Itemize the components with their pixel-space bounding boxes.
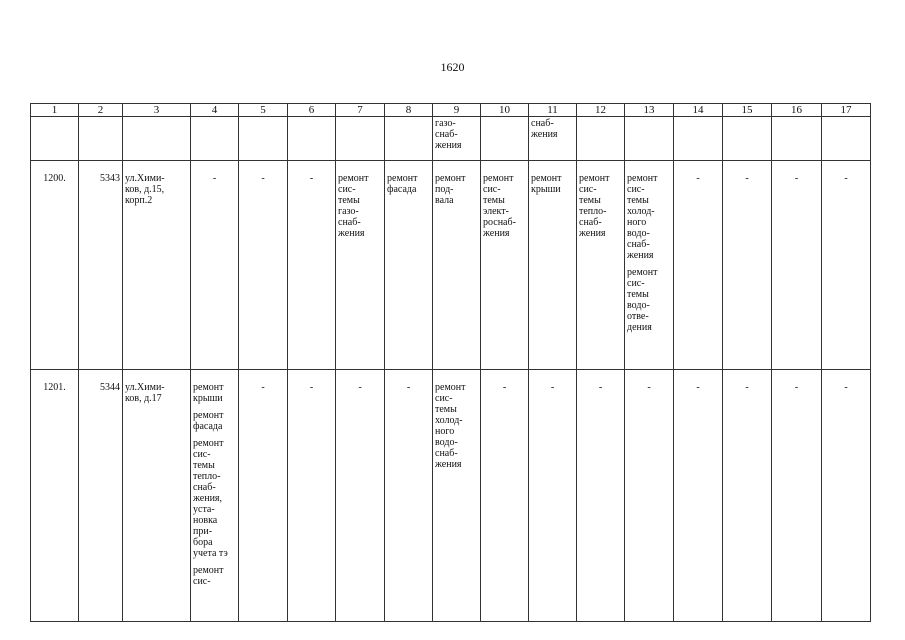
- table-cell: [433, 117, 481, 161]
- table-cell: [723, 161, 772, 370]
- column-number-12: 12: [577, 104, 625, 117]
- table-cell: [772, 161, 822, 370]
- table-cell: [288, 370, 336, 622]
- table-cell: [433, 161, 481, 370]
- cell-text: -: [261, 173, 265, 184]
- table-cell: [123, 161, 191, 370]
- cell-text: -: [550, 382, 555, 393]
- table-cell: [625, 161, 674, 370]
- column-number-10: 10: [481, 104, 529, 117]
- table-row: [31, 161, 871, 370]
- column-number-1: 1: [31, 104, 79, 117]
- cell-text: 5343: [100, 173, 120, 184]
- table-cell: [31, 161, 79, 370]
- table-cell: [481, 370, 529, 622]
- table-cell: [31, 370, 79, 622]
- cell-text: -: [647, 382, 651, 393]
- cell-text: -: [844, 382, 848, 393]
- table-cell: [79, 370, 123, 622]
- cell-text: ремонт сис- темы газо- снаб- жения: [338, 173, 369, 239]
- table-cell: [336, 161, 385, 370]
- cell-text: -: [844, 173, 848, 184]
- column-number-15: 15: [723, 104, 772, 117]
- table-cell: [123, 117, 191, 161]
- table-cell: [191, 370, 239, 622]
- table-cell: [481, 117, 529, 161]
- column-number-13: 13: [625, 104, 674, 117]
- table-cell: [31, 117, 79, 161]
- table-cell: [433, 370, 481, 622]
- cell-text: ремонт сис- темы элект- роснаб- жения: [483, 173, 516, 239]
- table-cell: [674, 117, 723, 161]
- table-cell: [723, 370, 772, 622]
- cell-text: 1200.: [43, 173, 66, 184]
- cell-text: ремонт сис- темы холод- ного водо- снаб- жения: [627, 173, 658, 261]
- cell-text: -: [309, 382, 314, 393]
- table-cell: [529, 370, 577, 622]
- column-number-5: 5: [239, 104, 288, 117]
- table-cell: [822, 161, 871, 370]
- table-cell: [723, 117, 772, 161]
- cell-text: -: [696, 173, 700, 184]
- cell-text: ремонт сис- темы тепло- снаб- жения: [579, 173, 610, 239]
- table-cell: [822, 370, 871, 622]
- cell-text: -: [406, 382, 411, 393]
- table-cell: [336, 117, 385, 161]
- table-cell: [239, 370, 288, 622]
- table-cell: [577, 161, 625, 370]
- cell-text: -: [745, 382, 749, 393]
- table-cell: [123, 370, 191, 622]
- cell-text: ремонт под- вала: [435, 173, 466, 206]
- table-row: [31, 370, 871, 622]
- table-cell: [481, 161, 529, 370]
- table-cell: [385, 370, 433, 622]
- table-cell: [625, 370, 674, 622]
- table-cell: [288, 161, 336, 370]
- column-number-9: 9: [433, 104, 481, 117]
- column-number-4: 4: [191, 104, 239, 117]
- cell-text: -: [794, 173, 799, 184]
- table-cell: [577, 370, 625, 622]
- cell-text: 1201.: [43, 382, 66, 393]
- table-cell: [79, 117, 123, 161]
- table-cell: [385, 161, 433, 370]
- cell-text: ремонт крыши: [193, 382, 224, 404]
- cell-text: -: [598, 382, 603, 393]
- column-number-2: 2: [79, 104, 123, 117]
- cell-text: ул.Хими- ков, д.17: [125, 382, 165, 404]
- table-cell: [239, 117, 288, 161]
- cell-text: газо- снаб- жения: [435, 118, 462, 151]
- table-cell: [674, 161, 723, 370]
- table-cell: [577, 117, 625, 161]
- cell-text: -: [502, 382, 507, 393]
- cell-text: -: [794, 382, 799, 393]
- table-cell: [529, 117, 577, 161]
- table-cell: [239, 161, 288, 370]
- table-cell: [529, 161, 577, 370]
- cell-text: ремонт сис-: [193, 565, 224, 587]
- table-cell: [625, 117, 674, 161]
- cell-text: снаб- жения: [531, 118, 558, 140]
- cell-text: -: [696, 382, 700, 393]
- column-number-16: 16: [772, 104, 822, 117]
- cell-text: ремонт сис- темы водо- отве- дения: [627, 267, 658, 333]
- table-cell: [385, 117, 433, 161]
- cell-text: 5344: [100, 382, 120, 393]
- table-cell: [79, 161, 123, 370]
- table-cell: [674, 370, 723, 622]
- cell-text: ремонт сис- темы тепло- снаб- жения, уста- новка при- бора учета тэ: [193, 438, 228, 559]
- column-number-8: 8: [385, 104, 433, 117]
- column-number-3: 3: [123, 104, 191, 117]
- cell-text: ремонт фасада: [193, 410, 224, 432]
- cell-text: -: [212, 173, 217, 184]
- cell-text: ремонт фасада: [387, 173, 418, 195]
- cell-text: -: [261, 382, 265, 393]
- cell-text: -: [309, 173, 314, 184]
- repair-schedule-table: [30, 103, 871, 622]
- table-cell: [336, 370, 385, 622]
- column-number-14: 14: [674, 104, 723, 117]
- cell-text: ремонт сис- темы холод- ного водо- снаб- жения: [435, 382, 466, 470]
- table-cell: [772, 117, 822, 161]
- cell-text: ремонт крыши: [531, 173, 562, 195]
- cell-text: -: [745, 173, 749, 184]
- cell-text: ул.Хими- ков, д.15, корп.2: [125, 173, 165, 206]
- page-number: 1620: [440, 60, 465, 74]
- column-number-6: 6: [288, 104, 336, 117]
- header-row: [31, 104, 871, 117]
- table-cell: [822, 117, 871, 161]
- table-cell: [191, 161, 239, 370]
- table-cell: [288, 117, 336, 161]
- column-number-17: 17: [822, 104, 871, 117]
- column-number-7: 7: [336, 104, 385, 117]
- table-cell: [191, 117, 239, 161]
- cell-text: -: [358, 382, 362, 393]
- table-cell: [772, 370, 822, 622]
- table-row: [31, 117, 871, 161]
- column-number-11: 11: [529, 104, 577, 117]
